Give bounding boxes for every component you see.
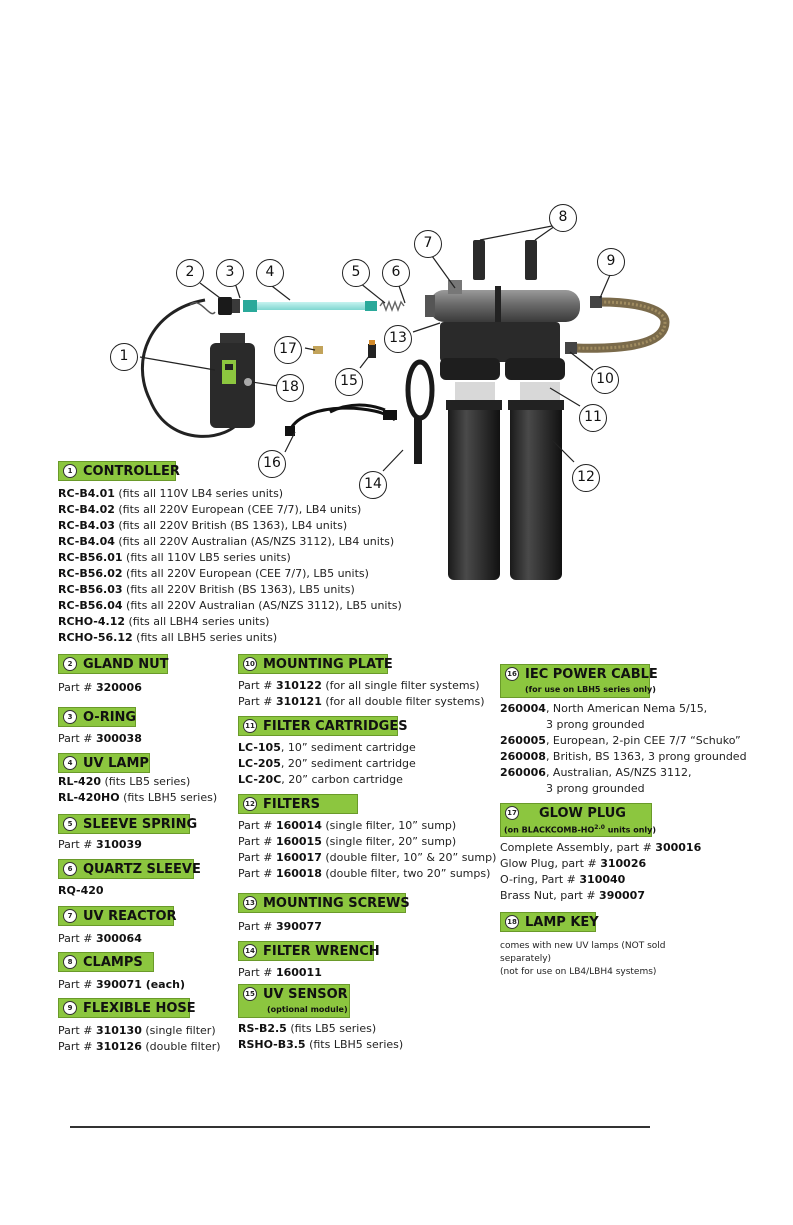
list-item: Part # 300038 [58, 732, 142, 745]
section-header-quartz-sleeve [58, 859, 201, 879]
list-item: 260004, North American Nema 5/15, [500, 702, 708, 715]
list-item: RC-B4.01 (fits all 110V LB4 series units) [58, 487, 284, 500]
section-number: 17 [505, 806, 519, 820]
callout-3: 3 [216, 259, 244, 287]
section-number: 1 [63, 464, 77, 478]
section-header-clamps [58, 952, 154, 972]
list-item: Part # 160015 (single filter, 20” sump) [238, 835, 457, 848]
list-item: Part # 310130 (single filter) [58, 1024, 216, 1037]
callout-5: 5 [342, 259, 370, 287]
section-number: 13 [243, 896, 257, 910]
callout-11: 11 [579, 404, 607, 432]
section-header-filter-wrench [238, 941, 380, 961]
section-number: 18 [505, 915, 519, 929]
list-item: Part # 160011 [238, 966, 322, 979]
note-line: separately) [500, 954, 552, 964]
section-title: QUARTZ SLEEVE [83, 861, 201, 877]
list-item: Complete Assembly, part # 300016 [500, 841, 702, 854]
filter-sump-part [508, 400, 564, 580]
section-title: FILTERS [263, 796, 320, 812]
section-header-mounting-screws [238, 893, 410, 913]
filter-cartridge-part [455, 382, 495, 402]
list-item: Brass Nut, part # 390007 [500, 889, 645, 902]
callout-2: 2 [176, 259, 204, 287]
section-title: FILTER WRENCH [263, 943, 380, 959]
controller-unit [210, 333, 255, 428]
callout-1: 1 [110, 343, 138, 371]
section-header-o-ring [58, 707, 136, 727]
list-item: RC-B4.02 (fits all 220V European (CEE 7/7), LB4 units) [58, 503, 362, 516]
iec-power-cable-part [285, 405, 397, 436]
note-line: (not for use on LB4/LBH4 systems) [500, 967, 657, 977]
section-title: GLOW PLUG [539, 806, 626, 821]
section-title: UV REACTOR [83, 908, 177, 924]
callout-14: 14 [359, 471, 387, 499]
section-title: GLAND NUT [83, 656, 169, 672]
section-title: FLEXIBLE HOSE [83, 1000, 196, 1016]
sleeve-spring-part [380, 302, 404, 310]
callout-9: 9 [597, 248, 625, 276]
section-header-filter-cartridges [238, 716, 408, 736]
list-item: 260006, Australian, AS/NZS 3112, [500, 766, 692, 779]
list-item: Glow Plug, part # 310026 [500, 857, 647, 870]
gland-nut-part [218, 297, 240, 315]
callout-6: 6 [382, 259, 410, 287]
section-header-controller [58, 461, 180, 481]
section-subtitle: (optional module) [267, 1005, 348, 1014]
callout-16: 16 [258, 450, 286, 478]
list-item: Part # 160017 (double filter, 10” & 20” sump) [238, 851, 497, 864]
filter-sump-part [446, 400, 502, 580]
section-header-uv-reactor [58, 906, 177, 926]
section-header-lamp-key [500, 912, 599, 932]
section-number: 2 [63, 657, 77, 671]
list-item: RL-420 (fits LB5 series) [58, 775, 191, 788]
clamp-part [473, 240, 485, 280]
section-header-sleeve-spring [58, 814, 198, 834]
section-subtitle: (on BLACKCOMB-$HO^{2.0}$ units only) [504, 824, 657, 835]
list-item: 260005, European, 2-pin CEE 7/7 “Schuko” [500, 734, 741, 747]
list-item: Part # 160014 (single filter, 10” sump) [238, 819, 457, 832]
list-item: 260008, British, BS 1363, 3 prong grounded [500, 750, 747, 763]
filter-wrench-part [408, 362, 432, 464]
callout-15: 15 [335, 368, 363, 396]
clamp-part [525, 240, 537, 280]
note-line: comes with new UV lamps (NOT sold [500, 941, 666, 951]
section-number: 14 [243, 944, 257, 958]
section-title: MOUNTING PLATE [263, 656, 393, 672]
list-item: RQ-420 [58, 884, 104, 897]
callout-18: 18 [276, 374, 304, 402]
section-title: IEC POWER CABLE [525, 667, 658, 682]
list-item: RL-420HO (fits LBH5 series) [58, 791, 218, 804]
list-item: LC-205, 20” sediment cartridge [238, 757, 416, 770]
section-header-gland-nut [58, 654, 168, 674]
section-title: SLEEVE SPRING [83, 816, 198, 832]
list-item: Part # 390077 [238, 920, 322, 933]
section-number: 7 [63, 909, 77, 923]
section-number: 3 [63, 710, 77, 724]
section-header-uv-lamp [58, 753, 150, 773]
uv-reactor-part [425, 280, 580, 326]
section-header-uv-sensor [238, 984, 350, 1018]
list-item: RSHO-B3.5 (fits LBH5 series) [238, 1038, 404, 1051]
list-item: RC-B56.02 (fits all 220V European (CEE 7/7), LB5 units) [58, 567, 369, 580]
filter-cartridge-part [520, 382, 560, 402]
section-header-glow-plug [500, 803, 657, 837]
section-title: UV LAMP [83, 755, 149, 771]
list-item: RC-B56.03 (fits all 220V British (BS 1363), LB5 units) [58, 583, 355, 596]
section-number: 10 [243, 657, 257, 671]
list-item: RC-B56.04 (fits all 220V Australian (AS/NZS 3112), LB5 units) [58, 599, 402, 612]
list-item: Part # 300064 [58, 932, 142, 945]
section-title: O-RING [83, 709, 137, 725]
list-item-continuation: 3 prong grounded [546, 718, 645, 731]
list-item: RC-B4.03 (fits all 220V British (BS 1363), LB4 units) [58, 519, 348, 532]
footer-rule [70, 1126, 650, 1128]
callout-8: 8 [549, 204, 577, 232]
callout-10: 10 [591, 366, 619, 394]
list-item-continuation: 3 prong grounded [546, 782, 645, 795]
list-item: Part # 310039 [58, 838, 142, 851]
section-number: 4 [63, 756, 77, 770]
list-item: LC-105, 10” sediment cartridge [238, 741, 416, 754]
section-title: CONTROLLER [83, 463, 180, 479]
list-item: RC-B4.04 (fits all 220V Australian (AS/NZS 3112), LB4 units) [58, 535, 395, 548]
section-header-flexible-hose [58, 998, 196, 1018]
section-subtitle: (for use on LBH5 series only) [525, 685, 656, 694]
section-number: 5 [63, 817, 77, 831]
callout-4: 4 [256, 259, 284, 287]
section-header-iec-power-cable [500, 664, 658, 698]
list-item: Part # 390071 (each) [58, 978, 185, 991]
section-number: 11 [243, 719, 257, 733]
list-item: Part # 320006 [58, 681, 142, 694]
callout-7: 7 [414, 230, 442, 258]
section-title: MOUNTING SCREWS [263, 895, 410, 911]
callout-13: 13 [384, 325, 412, 353]
list-item: Part # 310122 (for all single filter systems) [238, 679, 480, 692]
list-item: RCHO-4.12 (fits all LBH4 series units) [58, 615, 270, 628]
callout-12: 12 [572, 464, 600, 492]
list-item: RC-B56.01 (fits all 110V LB5 series units) [58, 551, 291, 564]
section-number: 15 [243, 987, 257, 1001]
list-item: Part # 160018 (double filter, two 20” sumps) [238, 867, 491, 880]
section-title: CLAMPS [83, 954, 143, 970]
section-number: 12 [243, 797, 257, 811]
section-title: FILTER CARTRIDGES [263, 718, 408, 734]
list-item: RCHO-56.12 (fits all LBH5 series units) [58, 631, 278, 644]
list-item: Part # 310121 (for all double filter systems) [238, 695, 485, 708]
section-number: 6 [63, 862, 77, 876]
section-number: 16 [505, 667, 519, 681]
section-header-mounting-plate [238, 654, 393, 674]
section-header-filters [238, 794, 358, 814]
callout-17: 17 [274, 336, 302, 364]
section-number: 8 [63, 955, 77, 969]
list-item: RS-B2.5 (fits LB5 series) [238, 1022, 377, 1035]
mounting-plate-part [440, 322, 565, 380]
list-item: LC-20C, 20” carbon cartridge [238, 773, 403, 786]
section-title: UV SENSOR [263, 987, 348, 1002]
section-number: 9 [63, 1001, 77, 1015]
section-title: LAMP KEY [525, 914, 599, 930]
list-item: O-ring, Part # 310040 [500, 873, 626, 886]
list-item: Part # 310126 (double filter) [58, 1040, 221, 1053]
uv-lamp-part [243, 300, 377, 312]
